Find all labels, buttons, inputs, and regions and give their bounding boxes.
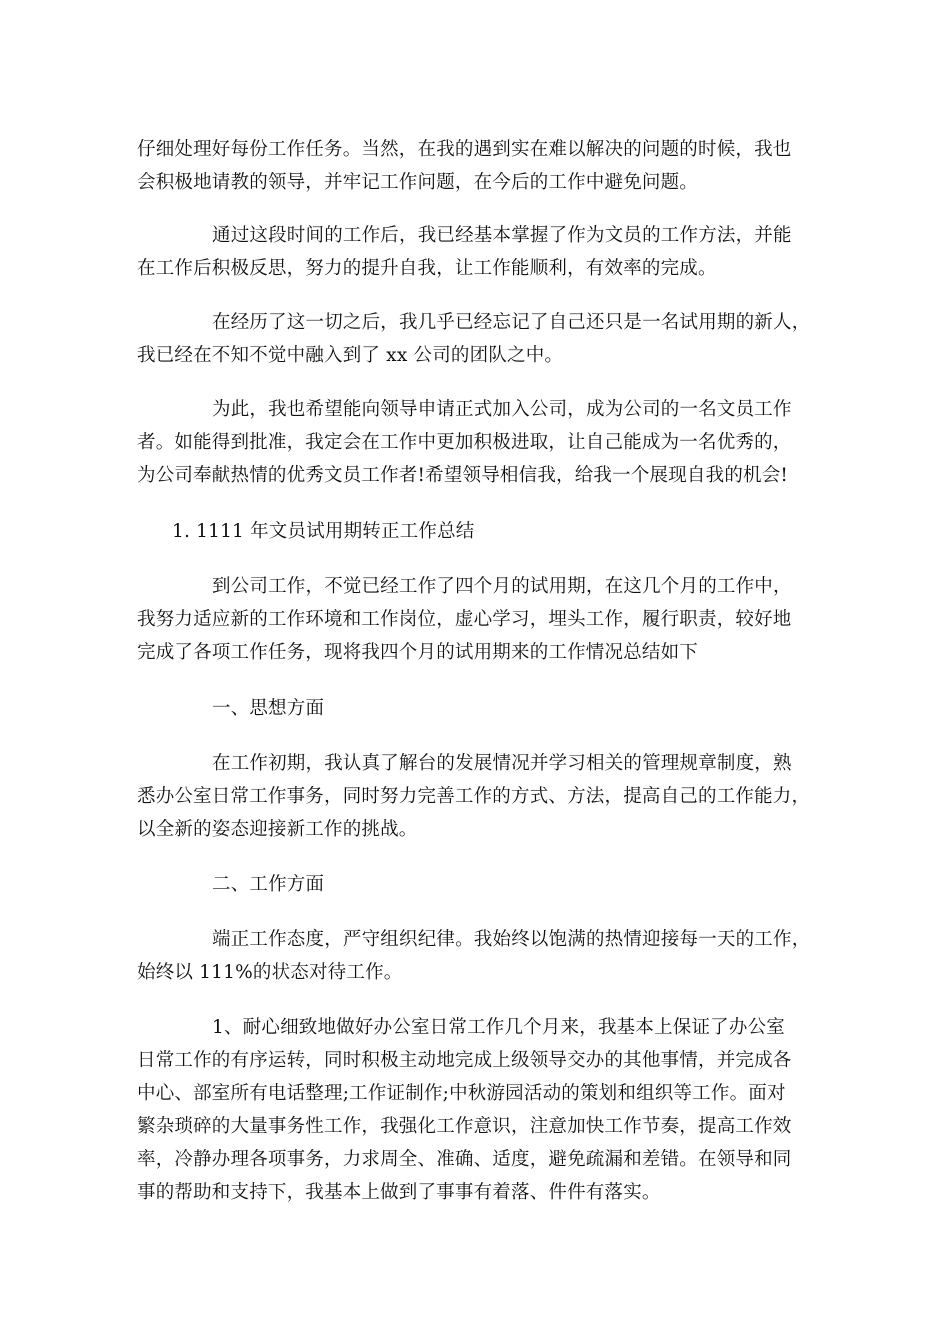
paragraph-line: 通过这段时间的工作后，我已经基本掌握了作为文员的工作方法，并能 bbox=[212, 225, 792, 246]
paragraph-line: 会积极地请教的领导，并牢记工作问题，在今后的工作中避免问题。 bbox=[137, 172, 699, 193]
paragraph-line: 仔细处理好每份工作任务。当然，在我的遇到实在难以解决的问题的时候，我也 bbox=[137, 139, 792, 160]
paragraph-line: 事的帮助和支持下，我基本上做到了事事有着落、件件有落实。 bbox=[137, 1182, 661, 1203]
paragraph-line: 为公司奉献热情的优秀文员工作者!希望领导相信我，给我一个展现自我的机会! bbox=[137, 465, 789, 486]
section-heading: 一、思想方面 bbox=[212, 698, 325, 719]
paragraph-line: 我努力适应新的工作环境和工作岗位，虚心学习，埋头工作，履行职责，较好地 bbox=[137, 609, 792, 630]
paragraph-line: 以全新的姿态迎接新工作的挑战。 bbox=[137, 819, 418, 840]
paragraph-line: 在经历了这一切之后，我几乎已经忘记了自己还只是一名试用期的新人， bbox=[212, 312, 811, 333]
paragraph-line: 在工作初期，我认真了解台的发展情况并学习相关的管理规章制度，熟 bbox=[212, 753, 792, 774]
paragraph-line: 完成了各项工作任务，现将我四个月的试用期来的工作情况总结如下 bbox=[137, 642, 699, 663]
paragraph-line: 繁杂琐碎的大量事务性工作，我强化工作意识，注意加快工作节奏，提高工作效 bbox=[137, 1116, 792, 1137]
paragraph-line: 为此，我也希望能向领导申请正式加入公司，成为公司的一名文员工作 bbox=[212, 399, 792, 420]
paragraph-line: 日常工作的有序运转，同时积极主动地完成上级领导交办的其他事情，并完成各 bbox=[137, 1050, 792, 1071]
paragraph-line: 始终以 111%的状态对待工作。 bbox=[137, 962, 403, 983]
paragraph-line: 率，冷静办理各项事务，力求周全、准确、适度，避免疏漏和差错。在领导和同 bbox=[137, 1149, 792, 1170]
paragraph-line: 1、耐心细致地做好办公室日常工作几个月来，我基本上保证了办公室 bbox=[212, 1017, 785, 1038]
paragraph-line: 中心、部室所有电话整理;工作证制作;中秋游园活动的策划和组织等工作。面对 bbox=[137, 1083, 786, 1104]
paragraph-line: 在工作后积极反思，努力的提升自我，让工作能顺利，有效率的完成。 bbox=[137, 258, 717, 279]
paragraph-line: 到公司工作，不觉已经工作了四个月的试用期，在这几个月的工作中， bbox=[212, 576, 792, 597]
section-title: 1. 1111 年文员试用期转正工作总结 bbox=[172, 521, 475, 542]
paragraph-line: 端正工作态度，严守组织纪律。我始终以饱满的热情迎接每一天的工作， bbox=[212, 929, 811, 950]
paragraph-line: 悉办公室日常工作事务，同时努力完善工作的方式、方法，提高自己的工作能力， bbox=[137, 786, 811, 807]
section-heading: 二、工作方面 bbox=[212, 874, 325, 895]
paragraph-line: 者。如能得到批准，我定会在工作中更加积极进取，让自己能成为一名优秀的， bbox=[137, 432, 792, 453]
paragraph-line: 我已经在不知不觉中融入到了 xx 公司的团队之中。 bbox=[137, 345, 564, 366]
